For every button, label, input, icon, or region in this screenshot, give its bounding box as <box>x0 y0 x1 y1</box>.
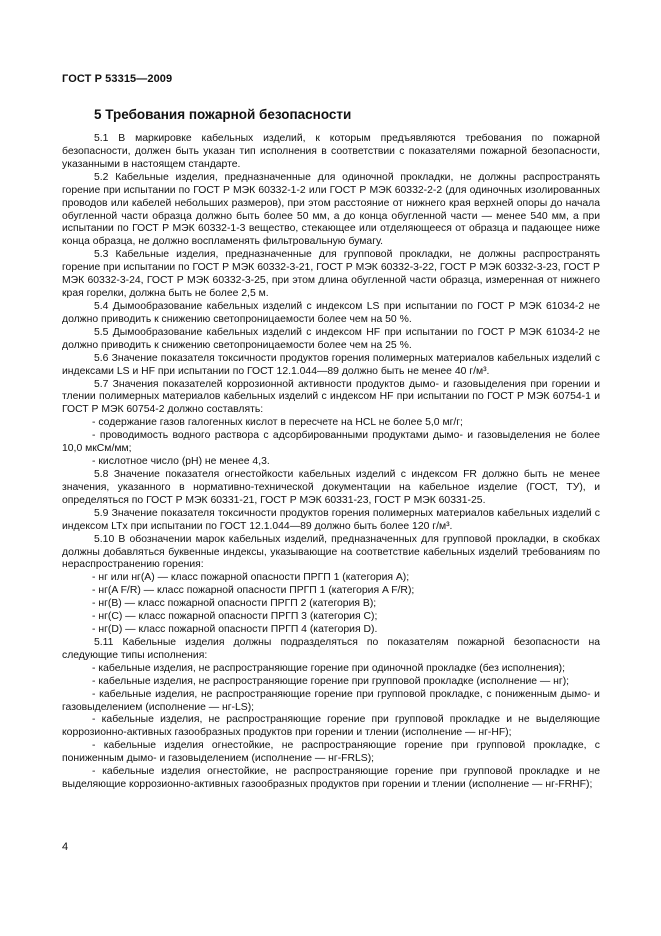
paragraph: 5.4 Дымообразование кабельных изделий с индексом LS при испытании по ГОСТ Р МЭК 61034-2 не должно приводить к снижению светопроницаемости более чем на 50 %. <box>62 300 600 325</box>
list-item: - кабельные изделия огнестойкие, не распространяющие горение при групповой прокладке и не выделяющие коррозионно-активных газообразных продуктов при горении и тлении (исполнение — нг-FRHF); <box>62 766 600 791</box>
paragraph: 5.1 В маркировке кабельных изделий, к которым предъявляются требования по пожарной безопасности, должен быть указан тип исполнения в соответствии с показателями пожарной безопасности, указанными в настоящем стандарте. <box>62 133 600 170</box>
section-title: 5 Требования пожарной безопасности <box>94 107 352 122</box>
list-item: - содержание газов галогенных кислот в пересчете на HCL не более 5,0 мг/г; <box>92 417 463 429</box>
list-item: - проводимость водного раствора с адсорбированными продуктами дымо- и газовыделения не более 10,0 мкСм/мм; <box>62 430 600 455</box>
list-item: - кабельные изделия, не распространяющие горение при групповой прокладке (исполнение — нг); <box>92 675 570 687</box>
paragraph: 5.5 Дымообразование кабельных изделий с индексом HF при испытании по ГОСТ Р МЭК 61034-2 не должно приводить к снижению светопроницаемости более чем на 25 %. <box>62 326 600 351</box>
list-item: - кабельные изделия, не распространяющие горение при групповой прокладке и не выделяющие коррозионно-активных газообразных продуктов при горении и тлении (исполнение — нг-HF); <box>62 714 600 739</box>
list-item: - нг(B) — класс пожарной опасности ПРГП 2 (категория B); <box>92 598 377 610</box>
list-item: - кабельные изделия, не распространяющие горение при одиночной прокладке (без исполнения); <box>92 662 566 674</box>
paragraph: 5.7 Значения показателей коррозионной активности продуктов дымо- и газовыделения при горении и тлении полимерных материалов кабельных изделий с индексом HF при испытании по ГОСТ Р МЭК 60754-1 и ГОСТ Р МЭК 60754-2 должно составлять: <box>62 378 600 416</box>
list-item: - кабельные изделия, не распространяющие горение при групповой прокладке, с пониженным дымо- и газовыделением (исполнение — нг-LS); <box>62 688 600 713</box>
list-item: - нг или нг(A) — класс пожарной опасности ПРГП 1 (категория A); <box>92 572 410 584</box>
list-item: - нг(D) — класс пожарной опасности ПРГП 4 (категория D). <box>92 624 378 636</box>
paragraph: 5.6 Значение показателя токсичности продуктов горения полимерных материалов кабельных изделий с индексами LS и HF при испытании по ГОСТ 12.1.044—89 должно быть не менее 40 г/м³. <box>62 352 600 377</box>
list-item: - нг(A F/R) — класс пожарной опасности ПРГП 1 (категория A F/R); <box>92 585 415 597</box>
paragraph: 5.11 Кабельные изделия должны подразделяться по показателям пожарной безопасности на следующие типы исполнения: <box>62 636 600 661</box>
paragraph: 5.9 Значение показателя токсичности продуктов горения полимерных материалов кабельных изделий с индексом LTx при испытании по ГОСТ 12.1.044—89 должно быть более 120 г/м³. <box>62 507 600 532</box>
list-item: - кислотное число (pH) не менее 4,3. <box>92 456 270 468</box>
page-number: 4 <box>62 841 69 853</box>
section-body <box>62 133 600 792</box>
list-item: - нг(C) — класс пожарной опасности ПРГП 3 (категория C); <box>92 611 378 623</box>
document-code-header: ГОСТ Р 53315—2009 <box>62 73 173 85</box>
paragraph: 5.10 В обозначении марок кабельных изделий, предназначенных для групповой прокладки, в скобках должны добавляться буквенные индексы, указывающие на соответствие кабельных изделий требованиям по нераспространению горения: <box>62 533 600 571</box>
paragraph: 5.3 Кабельные изделия, предназначенные для групповой прокладки, не должны распространять горение при испытании по ГОСТ Р МЭК 60332-3-21, ГОСТ Р МЭК 60332-3-22, ГОСТ Р МЭК 60332-3-23, ГОСТ Р МЭК 60332-3-24, ГОСТ Р МЭК 60332-3-25, при этом длина обугленной части образца, измеренная от нижнего края горелки, должна быть не более 2,5 м. <box>62 249 600 300</box>
paragraph: 5.2 Кабельные изделия, предназначенные для одиночной прокладки, не должны распространять горение при испытании по ГОСТ Р МЭК 60332-1-2 или ГОСТ Р МЭК 60332-2-2 (для одиночных изолированных проводов или кабелей небольших размеров), при этом расстояние от нижнего края верхней опоры до начала обугленной части образца должно быть более 50 мм, а до конца обугленной части — менее 540 мм, а при испытании по ГОСТ Р МЭК 60332-1-3 вещество, стекающее или отделяющееся от образца и падающее ниже конца образца, не должно воспламенять фильтровальную бумагу. <box>62 171 600 248</box>
list-item: - кабельные изделия огнестойкие, не распространяющие горение при групповой прокладке, с пониженным дымо- и газовыделением (исполнение — нг-FRLS); <box>62 740 600 765</box>
paragraph: 5.8 Значение показателя огнестойкости кабельных изделий с индексом FR должно быть не менее значения, указанного в нормативно-технической документации на кабельное изделие (ГОСТ, ТУ), и определяться по ГОСТ Р МЭК 60331-21, ГОСТ Р МЭК 60331-23, ГОСТ Р МЭК 60331-25. <box>62 468 600 506</box>
